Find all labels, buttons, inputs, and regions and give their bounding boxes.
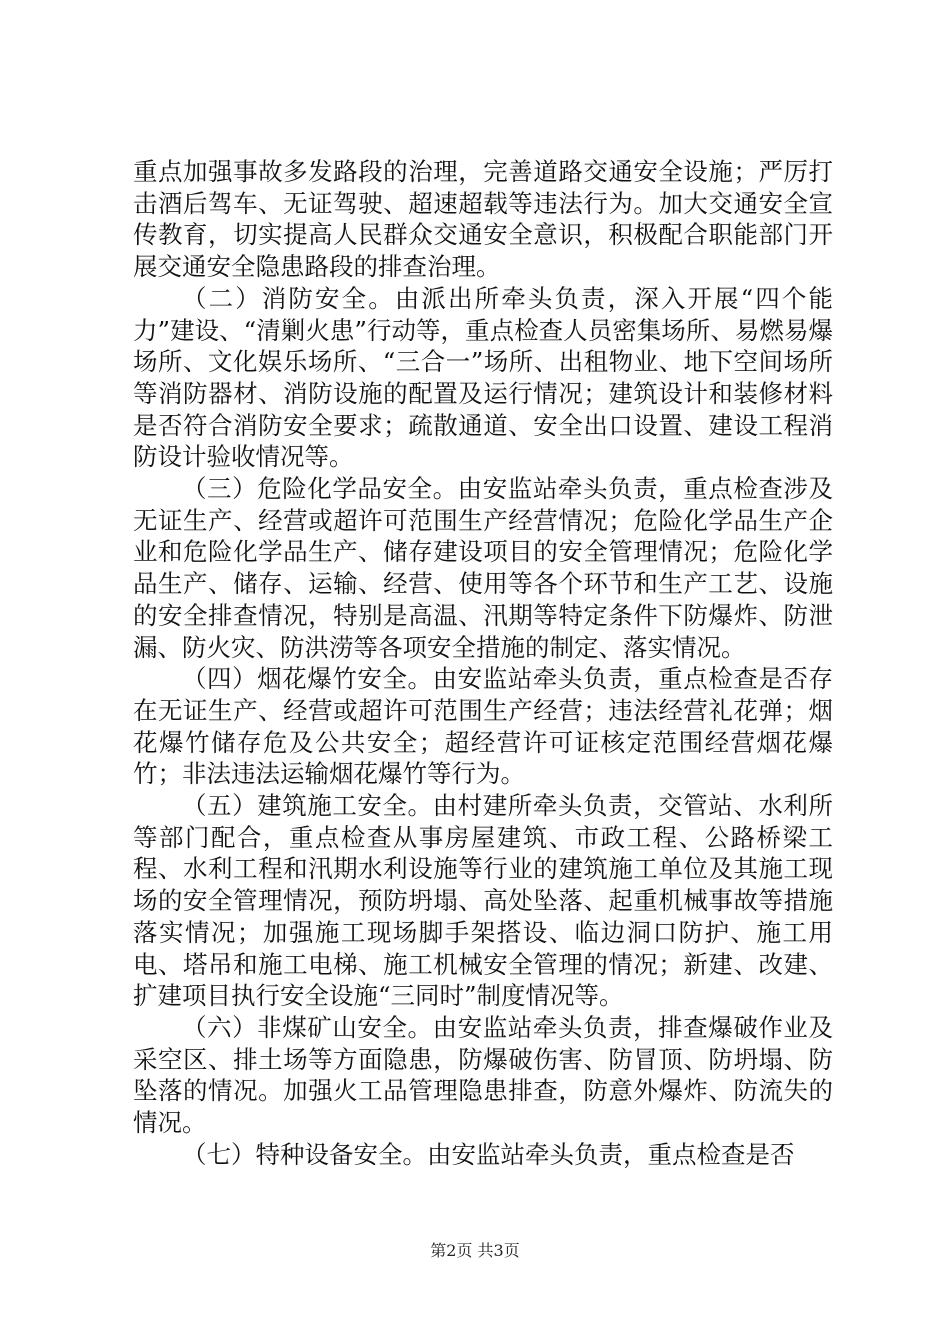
- paragraph-traffic-continued: 重点加强事故多发路段的治理，完善道路交通安全设施；严厉打击酒后驾车、无证驾驶、超速超载等违法行为。加大交通安全宣传教育，切实提高人民群众交通安全意识，积极配合职能部门开展交通安全隐患路段的排查治理。: [133, 157, 833, 282]
- paragraph-fireworks: （四）烟花爆竹安全。由安监站牵头负责，重点检查是否存在无证生产、经营或超许可范围生产经营；违法经营礼花弹；烟花爆竹储存危及公共安全；超经营许可证核定范围经营烟花爆竹；非法违法运输烟花爆竹等行为。: [133, 664, 833, 789]
- document-body: [133, 156, 833, 1171]
- paragraph-fire-safety: （二）消防安全。由派出所牵头负责，深入开展“四个能力”建设、“清剿火患”行动等，重点检查人员密集场所、易燃易爆场所、文化娱乐场所、“三合一”场所、出租物业、地下空间场所等消防器材、消防设施的配置及运行情况；建筑设计和装修材料是否符合消防安全要求；疏散通道、安全出口设置、建设工程消防设计验收情况等。: [133, 283, 833, 472]
- paragraph-special-equipment: （七）特种设备安全。由安监站牵头负责，重点检查是否: [182, 1139, 795, 1169]
- paragraph-non-coal-mines: （六）非煤矿山安全。由安监站牵头负责，排查爆破作业及采空区、排土场等方面隐患，防爆破伤害、防冒顶、防坍塌、防坠落的情况。加强火工品管理隐患排查，防意外爆炸、防流失的情况。: [133, 1012, 833, 1138]
- page-footer: 第2页 共3页: [430, 1241, 520, 1260]
- paragraph-hazardous-chemicals: （三）危险化学品安全。由安监站牵头负责，重点检查涉及无证生产、经营或超许可范围生产经营情况；危险化学品生产企业和危险化学品生产、储存建设项目的安全管理情况；危险化学品生产、储存、运输、经营、使用等各个环节和生产工艺、设施的安全排查情况，特别是高温、汛期等特定条件下防爆炸、防泄漏、防火灾、防洪涝等各项安全措施的制定、落实情况。: [133, 474, 833, 662]
- paragraph-construction: （五）建筑施工安全。由村建所牵头负责，交管站、水利所等部门配合，重点检查从事房屋建筑、市政工程、公路桥梁工程、水利工程和汛期水利设施等行业的建筑施工单位及其施工现场的安全管理情况，预防坍塌、高处坠落、起重机械事故等措施落实情况；加强施工现场脚手架搭设、临边洞口防护、施工用电、塔吊和施工电梯、施工机械安全管理的情况；新建、改建、扩建项目执行安全设施“三同时”制度情况等。: [133, 791, 833, 1011]
